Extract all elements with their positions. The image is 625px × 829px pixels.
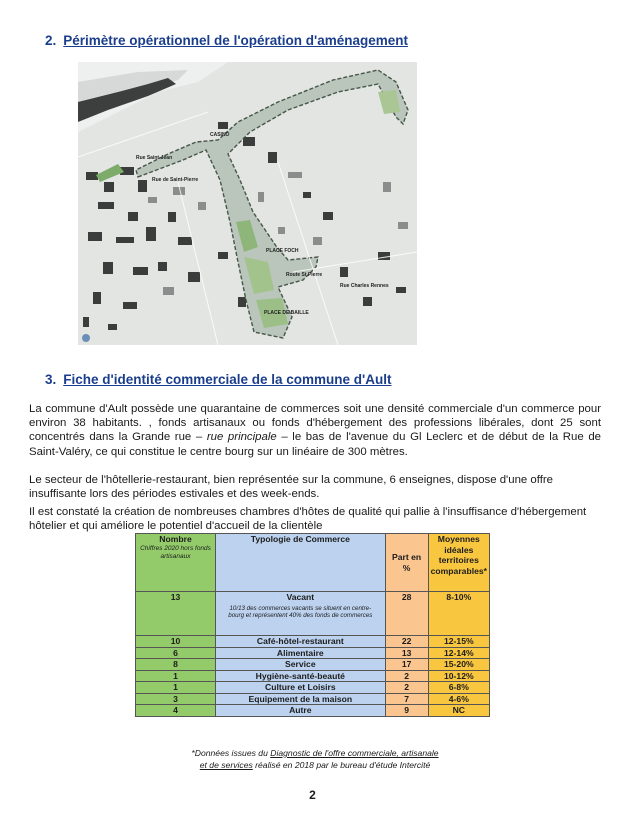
- cell-type: Autre: [216, 705, 386, 717]
- section-2-heading: [45, 33, 408, 48]
- footnote-text: réalisé en 2018 par le bureau d'étude Intercité: [252, 760, 431, 770]
- table-row: [136, 659, 490, 671]
- header-count-label: Nombre: [159, 534, 192, 544]
- cell-count: 3: [136, 693, 216, 705]
- table-row: [136, 693, 490, 705]
- map-label-rue-saint-jean: Rue Saint-Jean: [136, 155, 173, 161]
- cell-count: 10: [136, 636, 216, 648]
- cell-type-note: 10/13 des commerces vacants se situent en centre-bourg et représentent 40% des fonds de commerces: [228, 604, 373, 619]
- cell-share: 22: [385, 636, 428, 648]
- cell-type: [216, 592, 386, 636]
- section-number: 3.: [45, 372, 57, 387]
- cell-count: 4: [136, 705, 216, 717]
- section-number: 2.: [45, 33, 57, 48]
- header-count: [136, 534, 216, 592]
- table-header-row: [136, 534, 490, 592]
- map-label-place-foch: PLACE FOCH: [266, 248, 299, 254]
- table-row: [136, 670, 490, 682]
- header-share: Part en %: [385, 534, 428, 592]
- header-count-sublabel: Chiffres 2020 hors fonds artisanaux: [140, 544, 211, 560]
- cell-average: 4-6%: [428, 693, 489, 705]
- cell-share: 17: [385, 659, 428, 671]
- table-row: [136, 705, 490, 717]
- table-row: [136, 682, 490, 694]
- map-label-rue-saint-pierre: Rue de Saint-Pierre: [152, 177, 199, 183]
- section-3-heading: [45, 372, 392, 387]
- footnote-text: *Données issues du: [191, 748, 271, 758]
- cell-average: 10-12%: [428, 670, 489, 682]
- cell-average: NC: [428, 705, 489, 717]
- cell-type: Culture et Loisirs: [216, 682, 386, 694]
- perimeter-map: [78, 62, 417, 345]
- paragraph-commerce-density: [29, 402, 601, 459]
- cell-average: 6-8%: [428, 682, 489, 694]
- text-run: – le bas de l'avenue du Gl Leclerc et de début de la Rue de Saint-Valéry, ce qui constitue le centre bourg sur un linéaire de 300 mètres.: [29, 431, 601, 458]
- cell-count: 13: [136, 592, 216, 636]
- cell-share: 9: [385, 705, 428, 717]
- cell-count: 1: [136, 682, 216, 694]
- paragraph-guest-rooms: Il est constaté la création de nombreuses chambres d'hôtes de qualité qui pallie à l'insuffisance d'hébergement hôtelier et qui améliore le potentiel d'accueil de la clientèle: [29, 506, 587, 533]
- footnote-source-title: Diagnostic de l'offre commerciale, artisanale: [270, 748, 439, 758]
- cell-type-label: Vacant: [286, 592, 315, 602]
- section-title: Fiche d'identité commerciale de la commune d'Ault: [63, 372, 392, 387]
- cell-share: 13: [385, 647, 428, 659]
- map-label-casino: CASINO: [210, 132, 230, 138]
- cell-average: 15-20%: [428, 659, 489, 671]
- cell-share: 7: [385, 693, 428, 705]
- section-title: Périmètre opérationnel de l'opération d'aménagement: [63, 33, 409, 48]
- cell-count: 8: [136, 659, 216, 671]
- cell-type: Alimentaire: [216, 647, 386, 659]
- cell-count: 6: [136, 647, 216, 659]
- header-type: Typologie de Commerce: [216, 534, 386, 592]
- cell-share: 28: [385, 592, 428, 636]
- map-label-route-st-pierre: Route St Pierre: [286, 272, 323, 278]
- footnote-source-title: et de services: [199, 760, 253, 770]
- cell-type: Hygiène-santé-beauté: [216, 670, 386, 682]
- map-label-place-de-baille: PLACE DE BAILLE: [264, 310, 309, 316]
- cell-count: 1: [136, 670, 216, 682]
- header-average: Moyennes idéales territoires comparables*: [428, 534, 489, 592]
- page-number: 2: [309, 788, 316, 802]
- cell-average: 8-10%: [428, 592, 489, 636]
- cell-share: 2: [385, 682, 428, 694]
- text-run: La commune d'Ault possède une quarantaine de commerces soit une densité commerciale d'un commerce pour environ 38 habitants. , fonds artisanaux ou fonds d'hébergement des professions libérales, dont 25 sont concentrés dans la Grande rue –: [29, 403, 601, 444]
- cell-average: 12-14%: [428, 647, 489, 659]
- paragraph-hospitality: Le secteur de l'hôtellerie-restaurant, bien représentée sur la commune, 6 enseignes, dispose d'une offre insuffisante lors des périodes estivales et des week-ends.: [29, 474, 553, 501]
- table-row: [136, 592, 490, 636]
- cell-share: 2: [385, 670, 428, 682]
- cell-type: Service: [216, 659, 386, 671]
- map-label-rue-charles-rennes: Rue Charles Rennes: [340, 283, 389, 289]
- cell-type: Café-hôtel-restaurant: [216, 636, 386, 648]
- commerce-typology-table: [135, 533, 490, 717]
- cell-type: Equipement de la maison: [216, 693, 386, 705]
- table-row: [136, 636, 490, 648]
- text-run-italic: rue principale: [206, 431, 277, 444]
- table-footnote: [150, 747, 480, 771]
- table-row: [136, 647, 490, 659]
- cell-average: 12-15%: [428, 636, 489, 648]
